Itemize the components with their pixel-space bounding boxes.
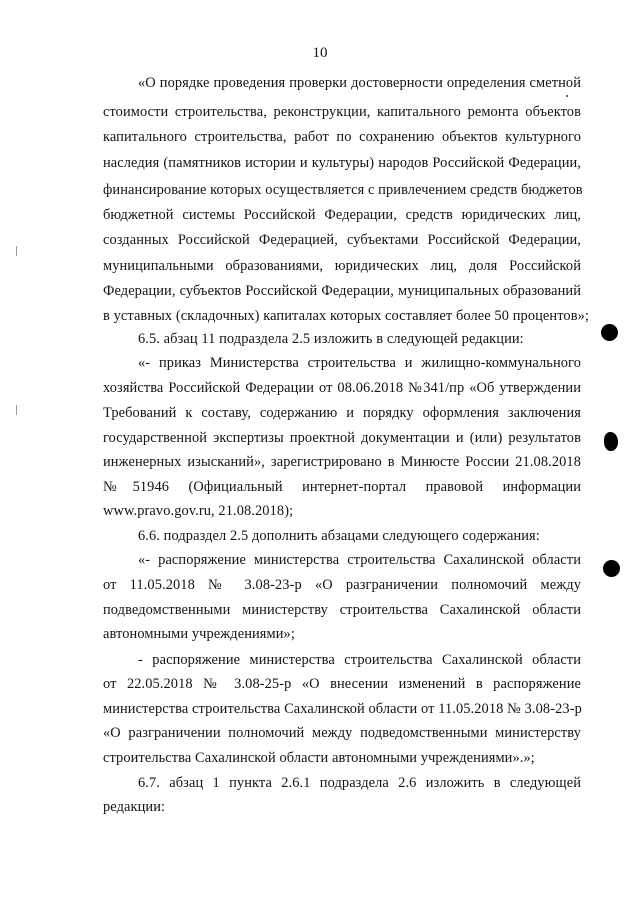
text-line: строительства Сахалинской области автономными учреждениями».»; (103, 750, 535, 766)
text-line: созданных Российской Федерацией, субъектами Российской Федерации, (103, 232, 581, 248)
hole-punch-mark (604, 432, 618, 451)
text-line: муниципальными образованиями, юридических лиц, доля Российской (103, 258, 581, 274)
text-line: хозяйства Российской Федерации от 08.06.2018 №341/пр «Об утверждении (103, 380, 581, 396)
text-line: министерства строительства Сахалинской области от 11.05.2018 № 3.08-23-р (103, 701, 582, 717)
text-line: от 22.05.2018 № 3.08-25-р «О внесении изменений в распоряжение (103, 676, 581, 692)
text-line: в уставных (складочных) капиталах которых составляет более 50 процентов»; (103, 308, 589, 324)
text-line: - распоряжение министерства строительства Сахалинской области (138, 652, 581, 668)
text-line: «О разграничении полномочий между подведомственными министерству (103, 725, 581, 741)
scan-speck (566, 95, 568, 97)
text-line: финансирование которых осуществляется с привлечением средств бюджетов (103, 182, 583, 198)
text-line: бюджетной системы Российской Федерации, средств юридических лиц, (103, 207, 581, 223)
text-line: стоимости строительства, реконструкции, капитального ремонта объектов (103, 104, 581, 120)
text-line: наследия (памятников истории и культуры) народов Российской Федерации, (103, 155, 581, 171)
text-line: подведомственными министерству строительства Сахалинской области (103, 602, 581, 618)
text-line: Федерации, субъектов Российской Федерации, муниципальных образований (103, 283, 581, 299)
text-line: 6.7. абзац 1 пункта 2.6.1 подраздела 2.6 изложить в следующей (138, 775, 581, 791)
text-line: Требований к составу, содержанию и порядку оформления заключения (103, 405, 581, 421)
scan-edge-mark (16, 405, 17, 415)
text-line: «О порядке проведения проверки достоверности определения сметной (138, 75, 581, 91)
text-line: 6.5. абзац 11 подраздела 2.5 изложить в следующей редакции: (138, 331, 524, 347)
text-line: инженерных изысканий», зарегистрировано в Минюсте России 21.08.2018 (103, 454, 581, 470)
text-line: «- приказ Министерства строительства и жилищно-коммунального (138, 355, 581, 371)
scan-edge-mark (16, 246, 17, 256)
text-line: редакции: (103, 799, 166, 815)
text-line: 6.6. подраздел 2.5 дополнить абзацами следующего содержания: (138, 528, 540, 544)
hole-punch-mark (603, 560, 620, 577)
text-line: от 11.05.2018 № 3.08-23-р «О разграничении полномочий между (103, 577, 581, 593)
page-number: 10 (312, 45, 328, 61)
text-line: www.pravo.gov.ru, 21.08.2018); (103, 503, 294, 519)
text-line: «- распоряжение министерства строительства Сахалинской области (138, 552, 581, 568)
hole-punch-mark (601, 324, 618, 341)
text-line: государственной экспертизы проектной документации и (или) результатов (103, 430, 581, 446)
text-line: капитального строительства, работ по сохранению объектов культурного (103, 129, 581, 145)
text-line: №51946 (Официальный интернет-портал правовой информации (103, 479, 581, 495)
text-line: автономными учреждениями»; (103, 626, 295, 642)
